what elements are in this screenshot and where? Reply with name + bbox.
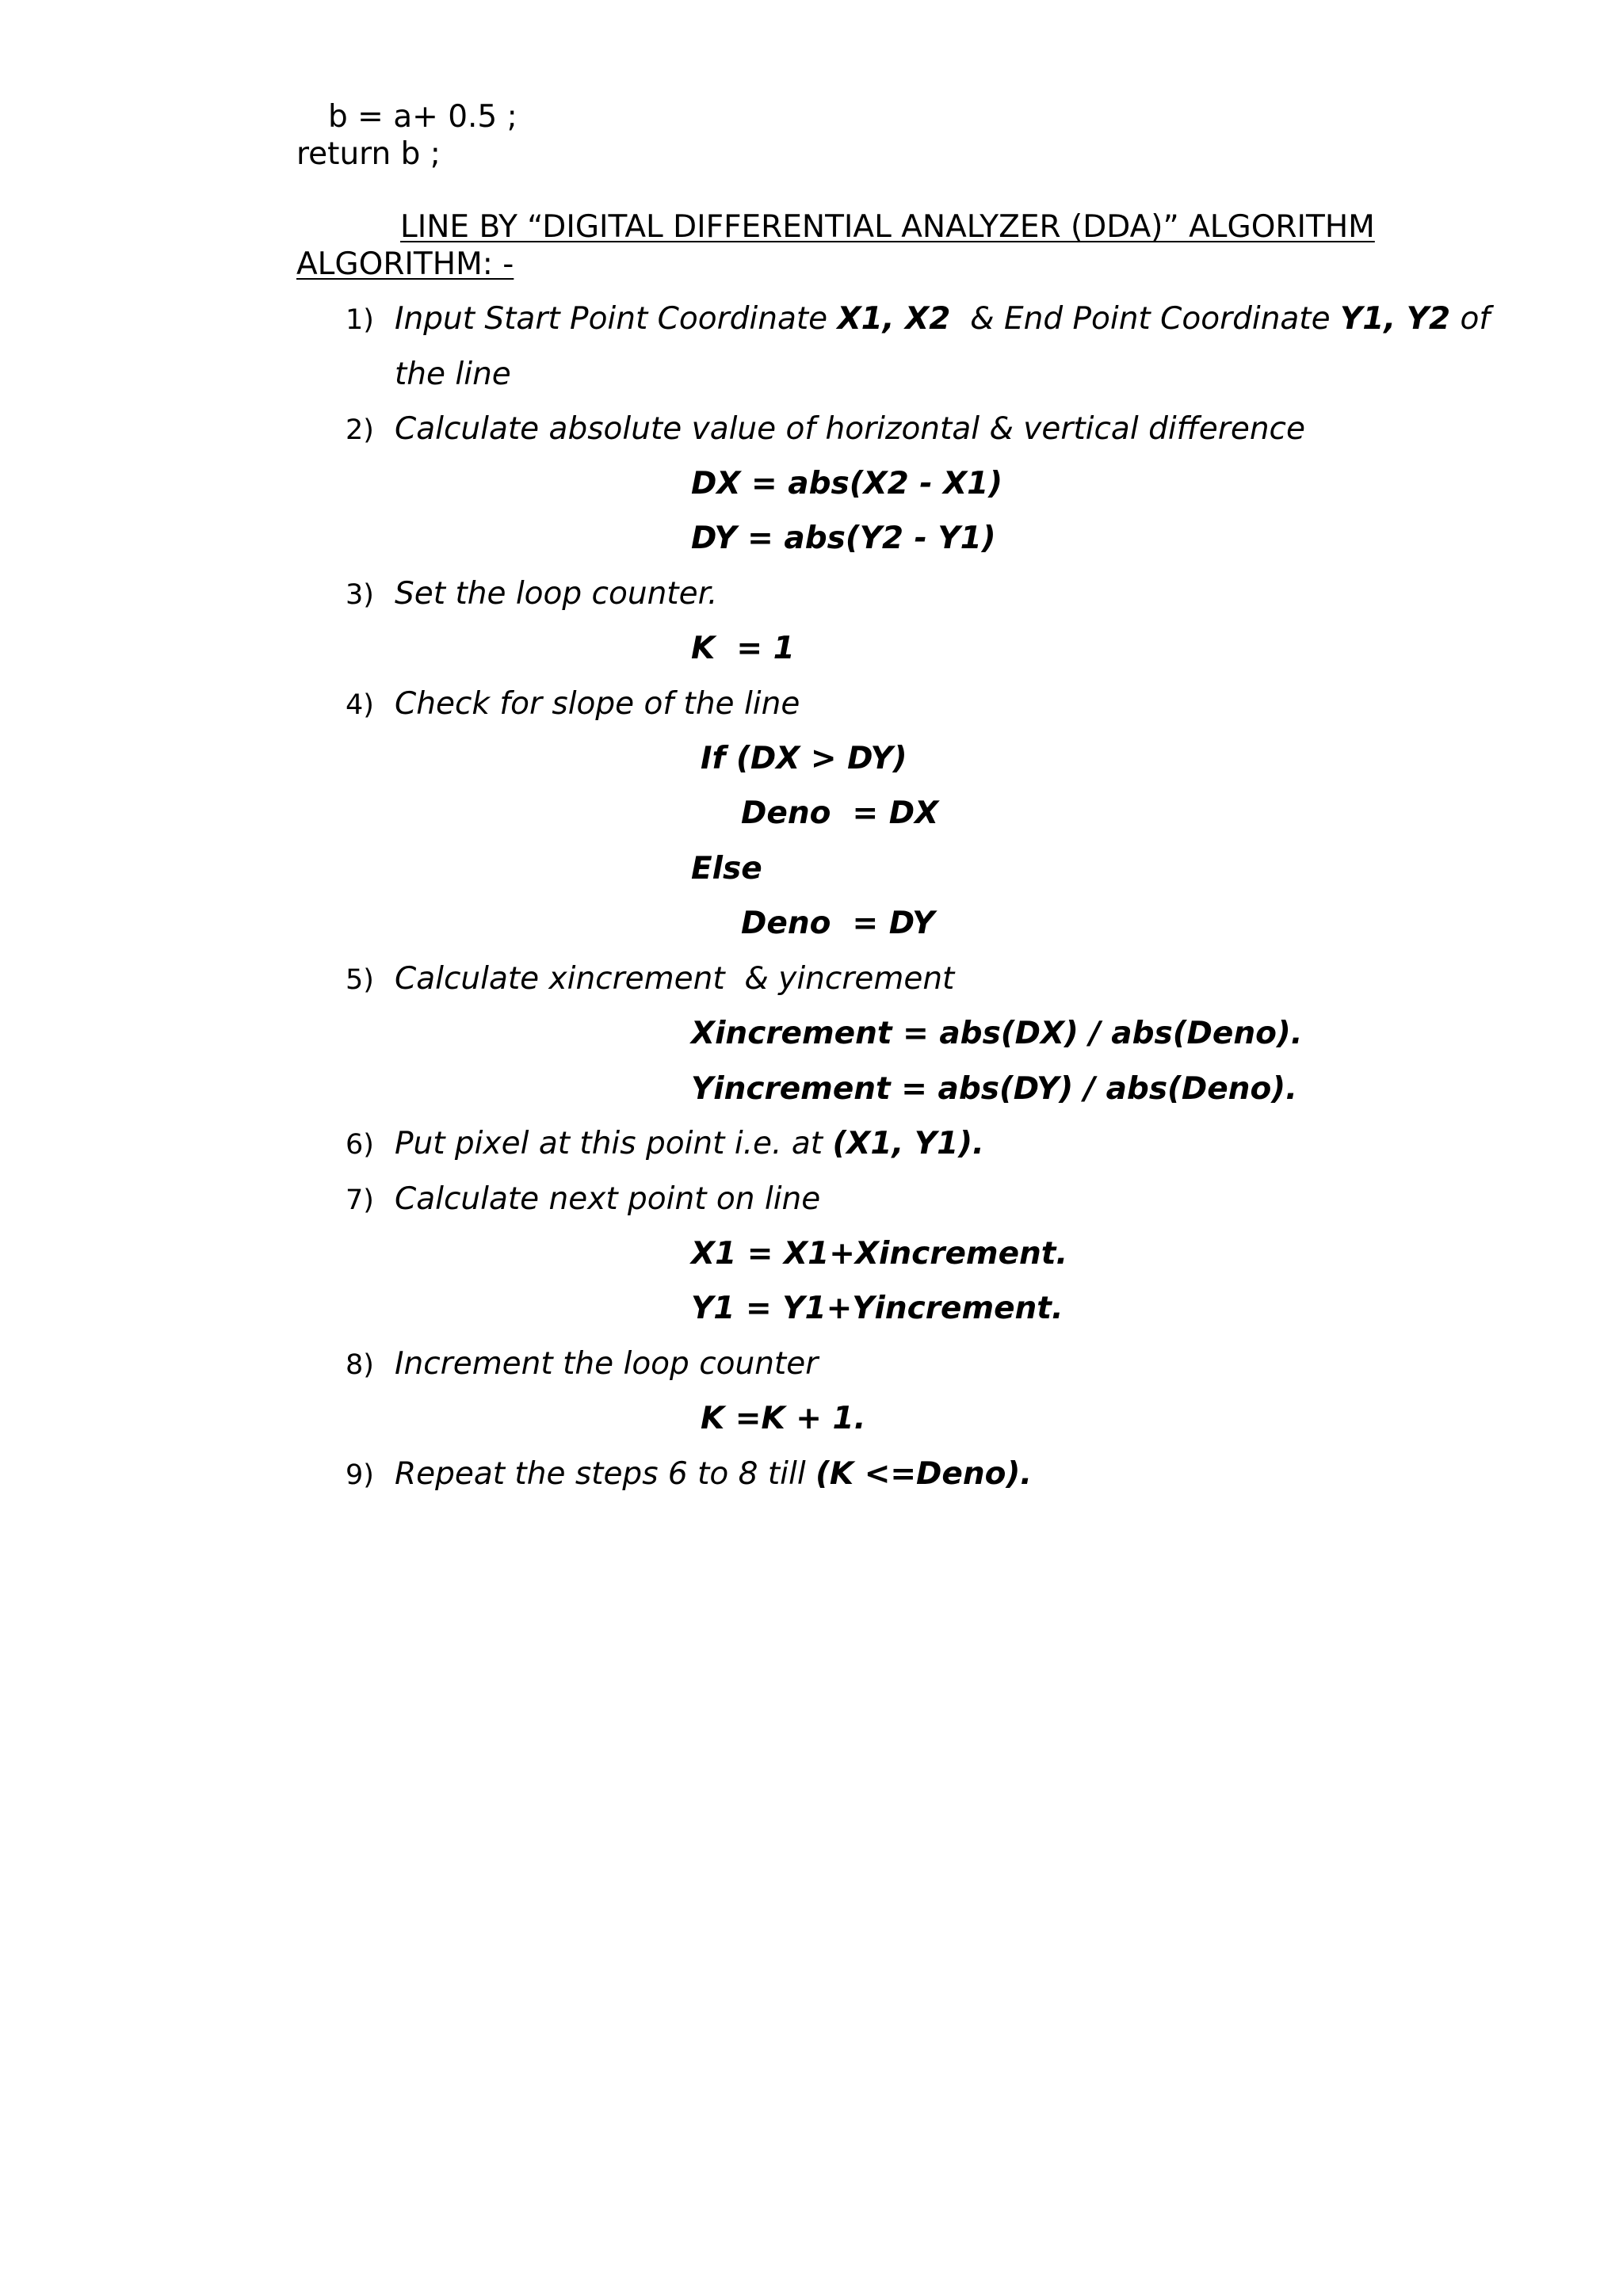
step-1-text-a: Input Start Point Coordinate xyxy=(395,301,838,337)
formula-x1-next: X1 = X1+Xincrement. xyxy=(691,1236,1068,1272)
formula-if: If (DX > DY) xyxy=(701,741,907,776)
step-3-text: Set the loop counter. xyxy=(395,576,718,612)
formula-xincrement: Xincrement = abs(DX) / abs(Deno). xyxy=(691,1016,1303,1051)
formula-k-increment: K =K + 1. xyxy=(701,1401,866,1436)
step-1-continuation: the line xyxy=(395,357,511,392)
step-6-number: 6) xyxy=(346,1129,374,1161)
step-9-number: 9) xyxy=(346,1459,374,1491)
code-line-2: return b ; xyxy=(296,136,441,172)
formula-else: Else xyxy=(691,851,762,887)
formula-y1-next: Y1 = Y1+Yincrement. xyxy=(691,1291,1064,1326)
formula-deno-dy: Deno = DY xyxy=(741,906,935,941)
formula-dy: DY = abs(Y2 - Y1) xyxy=(691,521,996,556)
step-1-number: 1) xyxy=(346,304,374,336)
formula-k-init: K = 1 xyxy=(691,631,795,666)
step-5-number: 5) xyxy=(346,964,374,996)
step-6-text xyxy=(395,1126,984,1162)
step-2-number: 2) xyxy=(346,414,374,446)
step-6-text-a: Put pixel at this point i.e. at xyxy=(395,1126,833,1161)
section-heading: LINE BY “DIGITAL DIFFERENTIAL ANALYZER (DDA)” ALGORITHM xyxy=(400,209,1375,245)
algorithm-label: ALGORITHM: - xyxy=(296,246,514,282)
step-8-text: Increment the loop counter xyxy=(395,1346,819,1382)
formula-yincrement: Yincrement = abs(DY) / abs(Deno). xyxy=(691,1071,1297,1107)
step-2-text: Calculate absolute value of horizontal & vertical difference xyxy=(395,411,1305,447)
step-3-number: 3) xyxy=(346,579,374,611)
step-1-end-coords: Y1, Y2 xyxy=(1340,301,1451,337)
step-9-text xyxy=(395,1456,1032,1493)
step-9-condition: (K <=Deno). xyxy=(815,1456,1033,1492)
formula-deno-dx: Deno = DX xyxy=(741,795,939,831)
step-1-start-coords: X1, X2 xyxy=(837,301,951,337)
formula-dx: DX = abs(X2 - X1) xyxy=(691,466,1003,502)
step-1-text xyxy=(395,301,1490,338)
step-7-text: Calculate next point on line xyxy=(395,1181,821,1217)
step-4-text: Check for slope of the line xyxy=(395,686,800,722)
step-8-number: 8) xyxy=(346,1349,374,1381)
code-line-1: b = a+ 0.5 ; xyxy=(328,99,517,135)
step-9-text-a: Repeat the steps 6 to 8 till xyxy=(395,1456,816,1492)
step-4-number: 4) xyxy=(346,689,374,721)
step-7-number: 7) xyxy=(346,1184,374,1216)
step-1-text-b: & End Point Coordinate xyxy=(950,301,1340,337)
step-1-text-c: of xyxy=(1450,301,1491,337)
step-6-point: (X1, Y1). xyxy=(832,1126,984,1161)
step-5-text: Calculate xincrement & yincrement xyxy=(395,961,955,997)
